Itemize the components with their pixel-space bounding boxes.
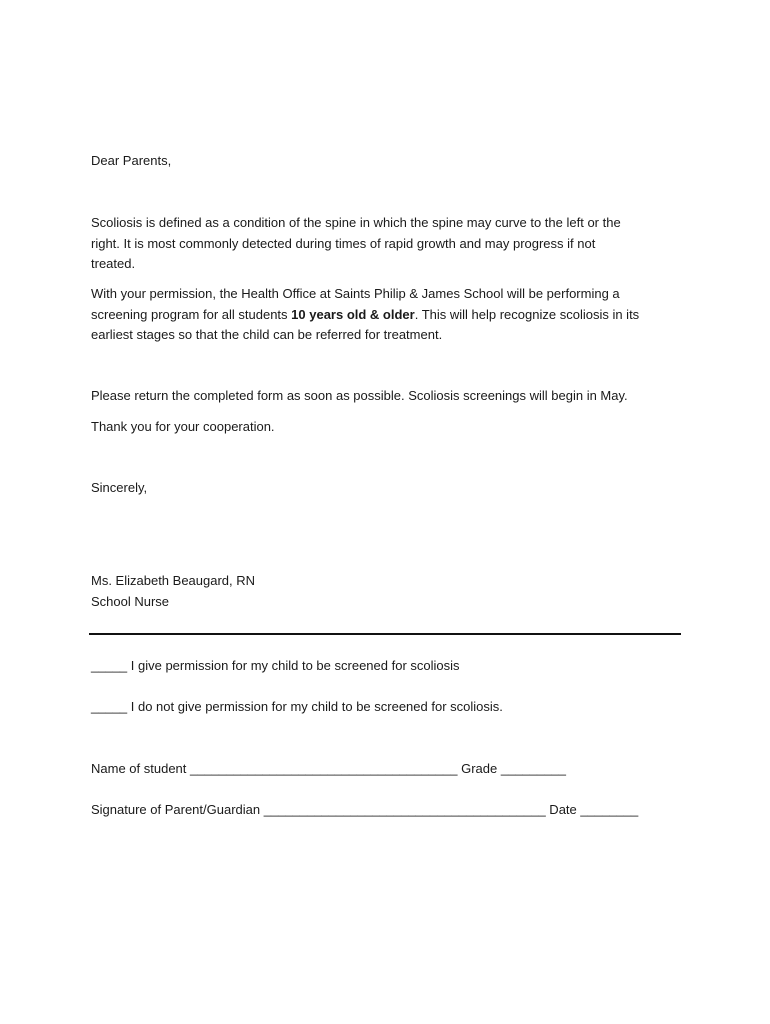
age-emphasis: 10 years old & older: [291, 306, 415, 322]
paragraph-line: With your permission, the Health Office at Saints Philip & James School will be performing a: [91, 286, 620, 301]
paragraph-line: treated.: [91, 256, 136, 271]
paragraph-scoliosis-definition: [91, 213, 691, 275]
paragraph-return-form: Please return the completed form as soon as possible. Scoliosis screenings will begin in May.: [91, 388, 628, 403]
permission-yes-option[interactable]: _____ I give permission for my child to be screened for scoliosis: [91, 658, 460, 673]
signer-name: Ms. Elizabeth Beaugard, RN: [91, 573, 256, 588]
text-span: . This will help recognize scoliosis in its: [414, 306, 640, 322]
paragraph-permission-program: [91, 284, 691, 346]
paragraph-line: right. It is most commonly detected during times of rapid growth and may progress if not: [91, 235, 596, 251]
section-divider: [89, 633, 681, 635]
permission-no-option[interactable]: _____ I do not give permission for my child to be screened for scoliosis.: [91, 699, 503, 714]
letter-salutation: Dear Parents,: [91, 153, 172, 168]
paragraph-line: earliest stages so that the child can be referred for treatment.: [91, 327, 443, 342]
signature-date-field[interactable]: Signature of Parent/Guardian _______________________________________ Date ________: [91, 802, 639, 817]
text-span: screening program for all students: [91, 306, 292, 322]
letter-closing: Sincerely,: [91, 480, 148, 495]
signer-title: School Nurse: [91, 594, 170, 609]
paragraph-line: [91, 305, 691, 326]
student-grade-field[interactable]: Name of student _____________________________________ Grade _________: [91, 761, 566, 776]
paragraph-line: Scoliosis is defined as a condition of the spine in which the spine may curve to the left or the: [91, 215, 621, 230]
paragraph-thank-you: Thank you for your cooperation.: [91, 419, 275, 434]
